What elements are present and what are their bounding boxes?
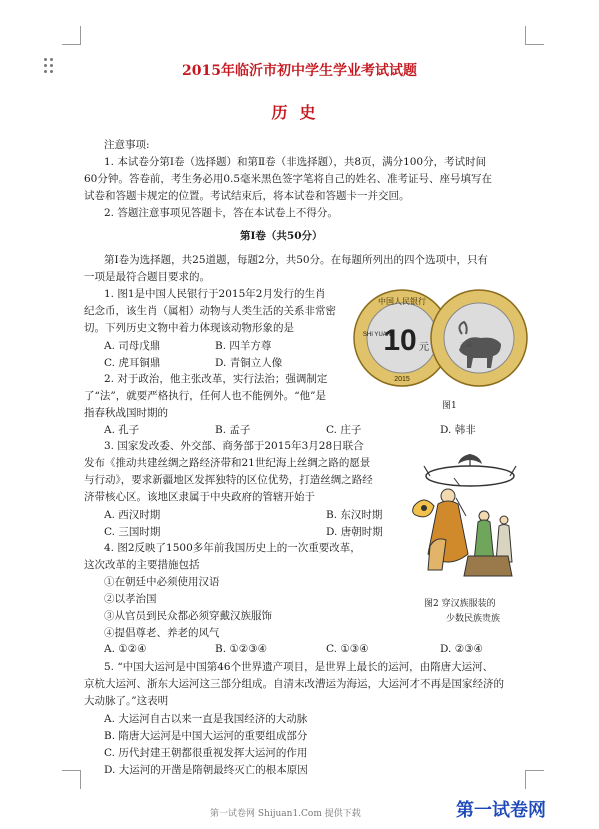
option: A. 大运河自古以来一直是我国经济的大动脉 <box>104 713 308 725</box>
coin-side-text: SHI YUAN <box>362 332 392 338</box>
commemorative-coin-figure <box>352 282 528 394</box>
question-text: 这次改革的主要措施包括 <box>84 559 200 571</box>
coin-mark: 乙未 <box>460 342 473 349</box>
page-corner-mark <box>525 770 544 789</box>
option: D. ②③④ <box>440 643 483 655</box>
part1-intro: 一项是最符合题目要求的。 <box>84 271 210 283</box>
subject-title: 历史 <box>271 103 328 122</box>
option: B. ①②③④ <box>215 643 268 655</box>
question-text: 切。下列历史文物中着力体现该动物形象的是 <box>84 322 294 334</box>
figure-2-caption: 少数民族贵族 <box>446 614 501 624</box>
option: D. 大运河的开凿是隋朝最终灭亡的根本原因 <box>104 764 308 776</box>
option: A. 西汉时期 <box>104 509 161 521</box>
notice-heading: 注意事项: <box>104 139 150 151</box>
coin-year: 2015 <box>394 376 410 383</box>
question-text: 1. 图1是中国人民银行于2015年2月发行的生肖 <box>104 288 326 300</box>
option: B. 孟子 <box>215 424 251 436</box>
option: C. 庄子 <box>326 424 362 436</box>
notice-line: 2. 答题注意事项见答题卡，答在本试卷上不得分。 <box>104 207 338 219</box>
coin-top-text: 中国人民银行 <box>378 297 426 306</box>
question-text: 济带核心区。该地区隶属于中央政府的管辖开始于 <box>84 491 315 503</box>
question-text: 3. 国家发改委、外交部、商务部于2015年3月28日联合 <box>104 440 364 452</box>
option: A. 司母戊鼎 <box>104 340 161 352</box>
question-text: 发布《推动共建丝绸之路经济带和21世纪海上丝绸之路的愿景 <box>84 457 371 469</box>
figure-1-caption: 图1 <box>442 401 457 411</box>
option: B. 隋唐大运河是中国大运河的重要组成部分 <box>104 730 308 742</box>
notice-line: 60分钟。答卷前，考生务必用0.5毫米黑色签字笔将自己的姓名、准考证号、座号填写在 <box>84 173 493 185</box>
option: B. 东汉时期 <box>326 509 383 521</box>
question-text: 5. “中国大运河是中国第46个世界遗产项目，是世界上最长的运河，由隋唐大运河、 <box>104 661 494 673</box>
notice-line: 1. 本试卷分第Ⅰ卷（选择题）和第Ⅱ卷（非选择题），共8页，满分100分，考试时间 <box>104 156 487 168</box>
question-text: ③从官员到民众都必须穿戴汉族服饰 <box>104 610 272 622</box>
coin-value: 10 <box>383 324 417 357</box>
question-text: 与行动》，要求新疆地区发挥独特的区位优势，打造丝绸之路经 <box>84 474 373 486</box>
han-clothing-nobles-figure <box>408 446 518 592</box>
question-text: 4. 图2反映了1500多年前我国历史上的一次重要改革， <box>104 542 361 554</box>
question-text: 大动脉了。”这表明 <box>84 695 169 707</box>
figure-2-caption: 图2 穿汉族服装的 <box>424 599 496 609</box>
notice-line: 试卷和答题卡规定的位置。考试结束后，将本试卷和答题卡一并交回。 <box>84 190 410 202</box>
option: D. 青铜立人像 <box>215 357 283 369</box>
page-corner-mark <box>62 26 81 45</box>
option: C. 虎耳铜鼎 <box>104 357 161 369</box>
question-text: 了“法”，就要严格执行，任何人也不能例外。“他”是 <box>84 390 326 402</box>
option: D. 唐朝时期 <box>326 526 383 538</box>
option: C. 三国时期 <box>104 526 161 538</box>
question-text: ④提倡尊老、养老的风气 <box>104 627 220 639</box>
coin-unit: 元 <box>419 342 429 353</box>
question-text: 纪念币，该生肖（属相）动物与人类生活的关系非常密 <box>84 305 336 317</box>
part1-intro: 第Ⅰ卷为选择题，共25道题，每题2分，共50分。在每题所列出的四个选项中，只有 <box>104 254 489 266</box>
option: D. 韩非 <box>440 424 476 436</box>
coin-back <box>431 290 527 386</box>
question-text: 京杭大运河、浙东大运河这三部分组成。自清末改漕运为海运，大运河才不再是国家经济的 <box>84 678 504 690</box>
option: C. 历代封建王朝都很重视发挥大运河的作用 <box>104 747 308 759</box>
question-text: ①在朝廷中必须使用汉语 <box>104 576 220 588</box>
option: A. ①②④ <box>104 643 147 655</box>
question-text: 指春秋战国时期的 <box>84 407 168 419</box>
option: C. ①③④ <box>326 643 369 655</box>
part1-heading: 第Ⅰ卷（共50分） <box>240 230 323 242</box>
option: A. 孔子 <box>104 424 140 436</box>
question-text: ②以孝治国 <box>104 593 157 605</box>
option: B. 四羊方尊 <box>215 340 272 352</box>
page-corner-mark <box>525 26 544 45</box>
exam-title: 2015年临沂市初中学生学业考试试题 <box>182 63 417 79</box>
page-footer: 第一试卷网 Shijuan1.Com 提供下载 <box>210 809 361 819</box>
question-text: 2. 对于政治，他主张改革，实行法治；强调制定 <box>104 373 328 385</box>
page-corner-mark <box>62 770 81 789</box>
site-logo: 第一试卷网 <box>456 800 546 821</box>
